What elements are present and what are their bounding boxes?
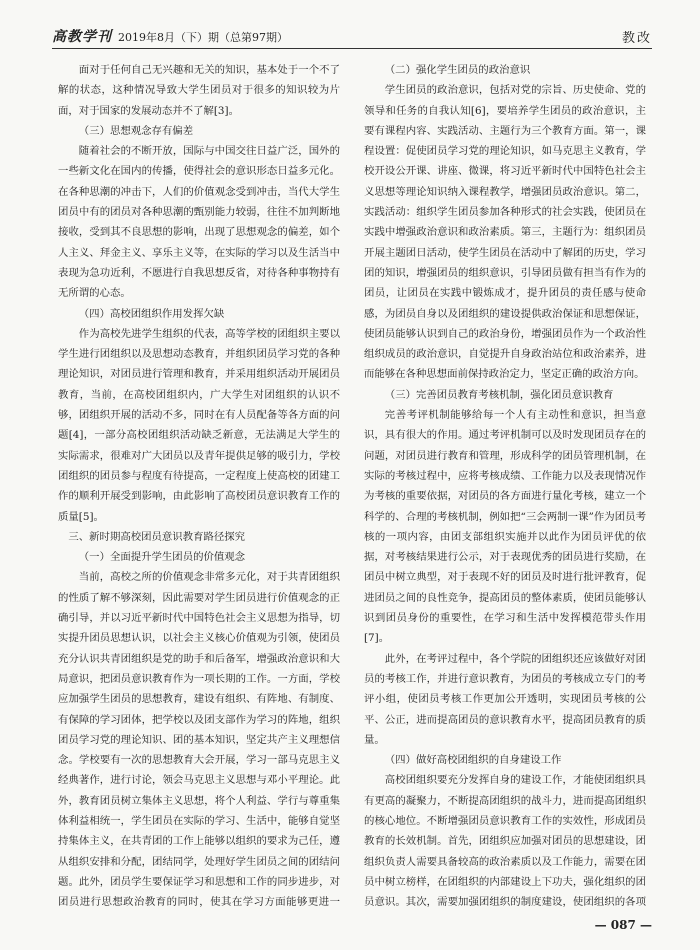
- section-heading: （四）做好高校团组织的自身建设工作: [384, 754, 562, 767]
- paragraph: 随着社会的不断开放，国际与中国交往日益广泛，国外的一些新文化在国内的传播，使得社会的意识形态日益多元化。在各种思潮的冲击下，人们的价值观念受到冲击，当代大学生团员中有的团员对各种思潮的甄别能力较弱，往往不加判断地接收，受到其不良思想的影响，出现了思想观念的偏差，如个人主义、拜金主义、享乐主义等，在实际的学习以及生活当中表现为急功近利，不愿进行自我思想反省，对待各种事物持有无所谓的心态。: [58, 145, 340, 300]
- left-column: [58, 60, 340, 910]
- section-heading: （二）强化学生团员的政治意识: [384, 64, 531, 76]
- section-heading: 三、新时期高校团员意识教育路径探究: [68, 530, 246, 543]
- header-left: [52, 26, 288, 46]
- paragraph: 学生团员的政治意识，包括对党的宗旨、历史使命、党的领导和任务的自我认知[6]，要培养学生团员的政治意识，主要有课程内容、实践活动、主题行为三个教育方面。第一，课程设置：促使团员学习党的理论知识，如马克思主义教育，学校开设公开课、讲座、微课，将习近平新时代中国特色社会主义思想等理论知识纳入课程教学，增强团员政治意识。第二，实践活动：组织学生团员参加各种形式的社会实践，使团员在实践中增强政治意识和政治素质。第三，主题行为：组织团员开展主题团日活动，使学生团员在活动中了解团的历史，学习团的知识，增强团员的组织意识，引导团员做有担当有作为的团员，让团员在实践中锻炼成才，提升团员的责任感与使命感，为团员自身以及团组织的建设提供政治保证和思想保证，使团员能够认识到自己的政治身份，增强团员作为一个政治性组织成员的政治意识，自觉提升自身政治站位和政治素养，进而能够在各种思想面前保持政治定力，坚定正确的政治方向。: [364, 84, 646, 381]
- section-heading: （四）高校团组织作用发挥欠缺: [78, 307, 225, 320]
- page-number: — 087 —: [594, 918, 652, 932]
- paragraph: 作为高校先进学生组织的代表，高等学校的团组织主要以学生进行团组织以及思想动态教育，并组织团员学习党的各种理论知识，对团员进行管理和教育，并采用组织活动开展团员教育，当前，在高校团组织内，广大学生对团组织的认识不够，团组织开展的活动不多，同时在有人员配备等各方面的问题[4]，一部分高校团组织活动缺乏新意，无法满足大学生的实际需求，很难对广大团员以及青年提供足够的吸引力，学校团组织的团员参与程度有待提高，一定程度上使高校的团建工作的顺利开展受到影响，由此影响了高校团员意识教育工作的质量[5]。: [58, 327, 340, 523]
- paragraph: 面对于任何自己无兴趣和无关的知识，基本处于一个不了解的状态，这种情况导致大学生团员对于很多的知识较为片面，对于国家的发展动态并不了解[3]。: [58, 64, 340, 117]
- section-label: 教改: [621, 30, 652, 46]
- paragraph: 完善考评机制能够给每一个人有主动性和意识，担当意识，具有很大的作用。通过考评机制可以及时发现团员存在的问题，对团员进行教育和管理，形成科学的团员管理机制，在实际的考核过程中，应将考核成绩、工作能力以及表现情况作为考核的重要依据，对团员的各方面进行量化考核，建立一个科学的、合理的考核机制，例如把“三会两制一课”作为团员考核的一项内容，由团支部组织实施并以此作为团员评优的依据，对考核结果进行公示，对于表现优秀的团员进行奖励，在团员中树立典型，对于表现不好的团员及时进行批评教育，促进团员之间的良性竞争，提高团员的整体素质，使团员能够认识到团员身份的重要性，在学习和生活中发挥模范带头作用[7]。: [364, 409, 646, 645]
- journal-title: 高教学刊: [52, 29, 112, 45]
- section-heading: （三）思想观念存有偏差: [78, 124, 194, 137]
- issue-info: 2019年8月（下）期（总第97期）: [118, 31, 288, 44]
- section-heading: （三）完善团员教育考核机制，强化团员意识教育: [384, 388, 614, 401]
- paragraph: 高校团组织要充分发挥自身的建设工作，才能使团组织具有更高的凝聚力，不断提高团组织的战斗力，进而提高团组织的核心地位。不断增强团员意识教育工作的实效性，形成团员教育的长效机制。首先，团组织应加强对团员的思想建设，团组织负责人需要具备较高的政治素质以及工作能力，需要在团员中树立榜样，在团组织的内部建设上下功夫，强化组织的团员意识。其次，需要加强团组织的制度建设，使团组织的各项: [364, 774, 646, 909]
- running-header: [52, 24, 652, 49]
- paragraph: 当前，高校之所的价值观念非常多元化，对于共青团组织的性质了解不够深刻，因此需要对学生团员进行价值观念的正确引导，并以习近平新时代中国特色社会主义思想为指导，切实提升团员思想认识，以社会主义核心价值观为引领，使团员充分认识共青团组织是党的助手和后备军，增强政治意识和大局意识，把团员意识教育作为一项长期的工作。一方面，学校应加强学生团员的思想教育，建设有组织、有阵地、有制度、有保障的学习团体，把学校以及团支部作为学习的阵地，组织团员学习党的理论知识、团的基本知识，坚定共产主义理想信念。学校要有一次的思想教育大会开展，学习一部马克思主义经典著作，进行讨论，领会马克思主义思想与邓小平理论。此外，教育团员树立集体主义思想，将个人利益、学行与尊重集体利益相统一，学生团员在实际的学习、生活中，能够自觉坚持集体主义，在共青团的工作上能够以组织的要求为己任，遵从组织安排和分配，团结同学，处理好学生团员之间的团结问题。此外，团员学生要保证学习和思想和工作的同步进步，对团员进行思想政治教育的同时，使其在学习方面能够更进一: [58, 571, 340, 909]
- paragraph: 此外，在考评过程中，各个学院的团组织还应该做好对团员的考核工作，并进行意识教育，为团员的考核成立专门的考评小组，使团员考核工作更加公开透明，实现团员考核的公平、公正，进而提高团员的意识教育水平，提高团员教育的质量。: [364, 652, 646, 746]
- section-heading: （一）全面提升学生团员的价值观念: [78, 551, 246, 564]
- right-column: [364, 60, 646, 910]
